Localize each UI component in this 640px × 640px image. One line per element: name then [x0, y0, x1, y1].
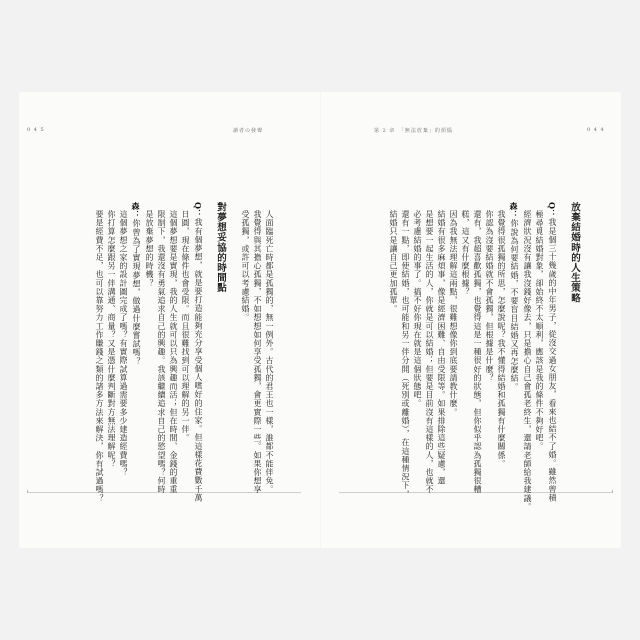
text-column: 這個夢想要是實現，我的人生就可以只為興趣而活；但在時間、金錢的重重: [169, 210, 178, 494]
text-column: 因為我無法理解這兩點，很難想像你到底要請教什麼。: [449, 210, 458, 417]
text-column: 日圓，現在條件也會受限。而且很難找到可以理解的另一伴。: [181, 210, 190, 443]
text-column: 受孤獨，或許可以考慮結婚。: [241, 210, 250, 322]
text-column: 這個夢想之家的設計圖完成了嗎？有實際試算過需要多少建造經費嗎？: [119, 210, 128, 477]
text-column: 糕，這又有什麼根據？: [461, 210, 470, 296]
book-gutter: [320, 92, 321, 548]
left-running-title: 讀者の發聲: [233, 128, 264, 134]
text-column: 經濟狀況沒有讓我沒錢好像去，只是擔心自己會孤老終生，還請老師給我建議。: [523, 210, 532, 511]
text-column: 是放棄夢想的時機？: [145, 210, 154, 288]
text-column: 極尋覓結婚對象，卻始終不太順利，應該是我的條件不夠好吧。: [535, 210, 544, 451]
text-column: 人面臨死亡時都是孤獨的，無一例外。古代的君王也一樣，誰都不能伴免。: [265, 210, 274, 494]
text-column: 結婚只是讓自己更加孤單。: [389, 210, 398, 314]
text-column: 森：你說為何要結婚，不要盲目結婚又再怎麼結。: [509, 202, 519, 392]
left-page-heading: 對夢想妥協的時間點: [215, 202, 226, 293]
right-page-number: 0 4 4: [587, 127, 605, 133]
text-column: 結婚有很多麻煩事，像是經濟困難、自由受限等。如果排除這些疑慮，還: [437, 210, 446, 486]
text-column: 你打算怎麼跟另一伴溝通、商量？又是憑什麼判斷對方無法理解呢？: [107, 210, 116, 468]
left-rule-tick: [27, 490, 28, 493]
q-marker: Q：: [193, 202, 203, 219]
text-column: Q：我是個三十幾歲的中年男子，從沒交過女朋友，看來也結不了婚。雖然曾積: [547, 202, 557, 502]
text-column: 你認為沒要結婚就不會孤獨，但根據是什麼？: [485, 210, 494, 382]
book-spread: [19, 92, 621, 548]
text-column: 森：你曾為了實現夢想，做過什麼嘗試嗎？: [131, 202, 141, 366]
text-column: 我覺得很孤獨的所思，怎麼說呢？我不懂得結婚和孤獨有什麼關係。: [497, 210, 506, 468]
text-column: 要是經費不足，也可以靠努力工作賺錢之類的諸多方法來解決，你有試過嗎？: [95, 210, 104, 503]
right-rule-tick: [612, 490, 613, 493]
text-column: 限制下，我還沒有勇氣追求自己的興趣。我該繼續追求自己的慾望嗎？何時: [157, 210, 166, 494]
sen-marker: 森：: [131, 202, 141, 220]
text-column: 還有一點，即使結婚，也可能和另一伴分開（死別或離婚），在這種情況下，: [401, 210, 410, 499]
right-page-heading: 放棄結婚時的人生策略: [569, 202, 580, 303]
text-column: 是想要一起生活的人，你就是可以結婚；但要是目前沒有這樣的人，也就不: [425, 210, 434, 494]
text-column: 必考慮結婚的事了。搞不好你現在就是這個狀態吧。: [413, 210, 422, 408]
left-page-number: 0 4 5: [27, 127, 45, 133]
text-column: 還有，我超喜歡孤獨，也覺得這是一種很好的狀態，但你似乎認為孤獨很糟: [473, 210, 482, 494]
text-column: 我覺得與其擔心孤獨，不如想想如何享受孤獨，會更實際一些。如果你想享: [253, 210, 262, 494]
q-marker: Q：: [547, 202, 557, 219]
right-running-title: 第 2 章 「無法放棄」的煩惱: [374, 128, 453, 134]
sen-marker: 森：: [509, 202, 519, 220]
text-column: Q：我有個夢想，就是要打造能夠充分享受個人嗜好的住家。但這樣花費數千萬: [193, 202, 203, 502]
